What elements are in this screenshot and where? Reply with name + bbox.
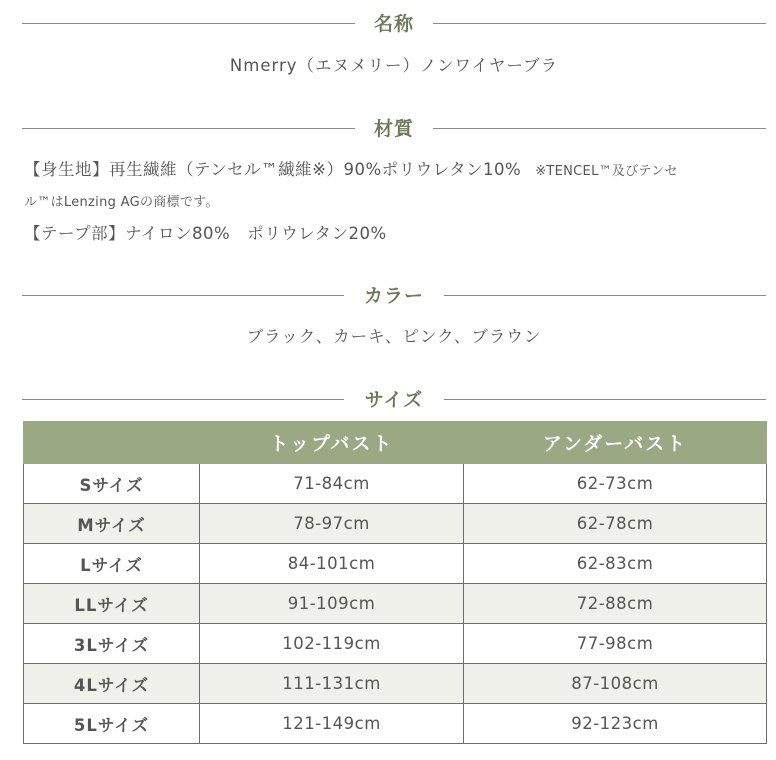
under-bust-cell: 62-83cm: [464, 544, 767, 584]
color-list: ブラック、カーキ、ピンク、ブラウン: [246, 327, 542, 346]
table-row: [24, 504, 767, 544]
size-table: [23, 421, 767, 744]
product-name: Nmerry（エヌメリー）ノンワイヤーブラ: [229, 56, 559, 75]
trademark-note-continued: ル™はLenzing AGの商標です。: [24, 195, 219, 210]
material-body-main: 【身生地】再生繊維（テンセル™繊維※）90%ポリウレタン10%: [24, 160, 522, 179]
table-row: [24, 584, 767, 624]
material-tape-part: 【テープ部】ナイロン80% ポリウレタン20%: [24, 224, 387, 243]
size-section-heading: [22, 385, 766, 415]
section-title: カラー: [363, 285, 424, 307]
under-bust-cell: 62-73cm: [464, 464, 767, 504]
size-name-cell: Lサイズ: [24, 544, 200, 584]
top-bust-cell: 121-149cm: [200, 704, 464, 744]
size-name-cell: 3Lサイズ: [24, 624, 200, 664]
section-title: 名称: [373, 13, 414, 35]
table-row: [24, 624, 767, 664]
table-row: [24, 464, 767, 504]
top-bust-cell: 71-84cm: [200, 464, 464, 504]
under-bust-cell: 77-98cm: [464, 624, 767, 664]
table-row: [24, 544, 767, 584]
material-section-heading: [22, 114, 766, 144]
under-bust-cell: 87-108cm: [464, 664, 767, 704]
header-under-bust: アンダーバスト: [464, 422, 767, 464]
under-bust-cell: 72-88cm: [464, 584, 767, 624]
size-name-cell: Sサイズ: [24, 464, 200, 504]
header-blank-cell: [24, 422, 200, 464]
size-name-cell: 5Lサイズ: [24, 704, 200, 744]
section-title: サイズ: [364, 389, 424, 411]
material-body-line: [24, 156, 678, 180]
table-row: [24, 664, 767, 704]
top-bust-cell: 84-101cm: [200, 544, 464, 584]
color-section-heading: [22, 281, 766, 311]
top-bust-cell: 102-119cm: [200, 624, 464, 664]
size-name-cell: LLサイズ: [24, 584, 200, 624]
trademark-note: ※TENCEL™及びテンセ: [535, 164, 678, 179]
table-header-row: [24, 422, 767, 464]
top-bust-cell: 91-109cm: [200, 584, 464, 624]
under-bust-cell: 62-78cm: [464, 504, 767, 544]
size-name-cell: 4Lサイズ: [24, 664, 200, 704]
size-name-cell: Mサイズ: [24, 504, 200, 544]
top-bust-cell: 111-131cm: [200, 664, 464, 704]
top-bust-cell: 78-97cm: [200, 504, 464, 544]
under-bust-cell: 92-123cm: [464, 704, 767, 744]
header-top-bust: トップバスト: [200, 422, 464, 464]
table-row: [24, 704, 767, 744]
section-title: 材質: [373, 118, 414, 140]
name-section-heading: [22, 9, 766, 39]
